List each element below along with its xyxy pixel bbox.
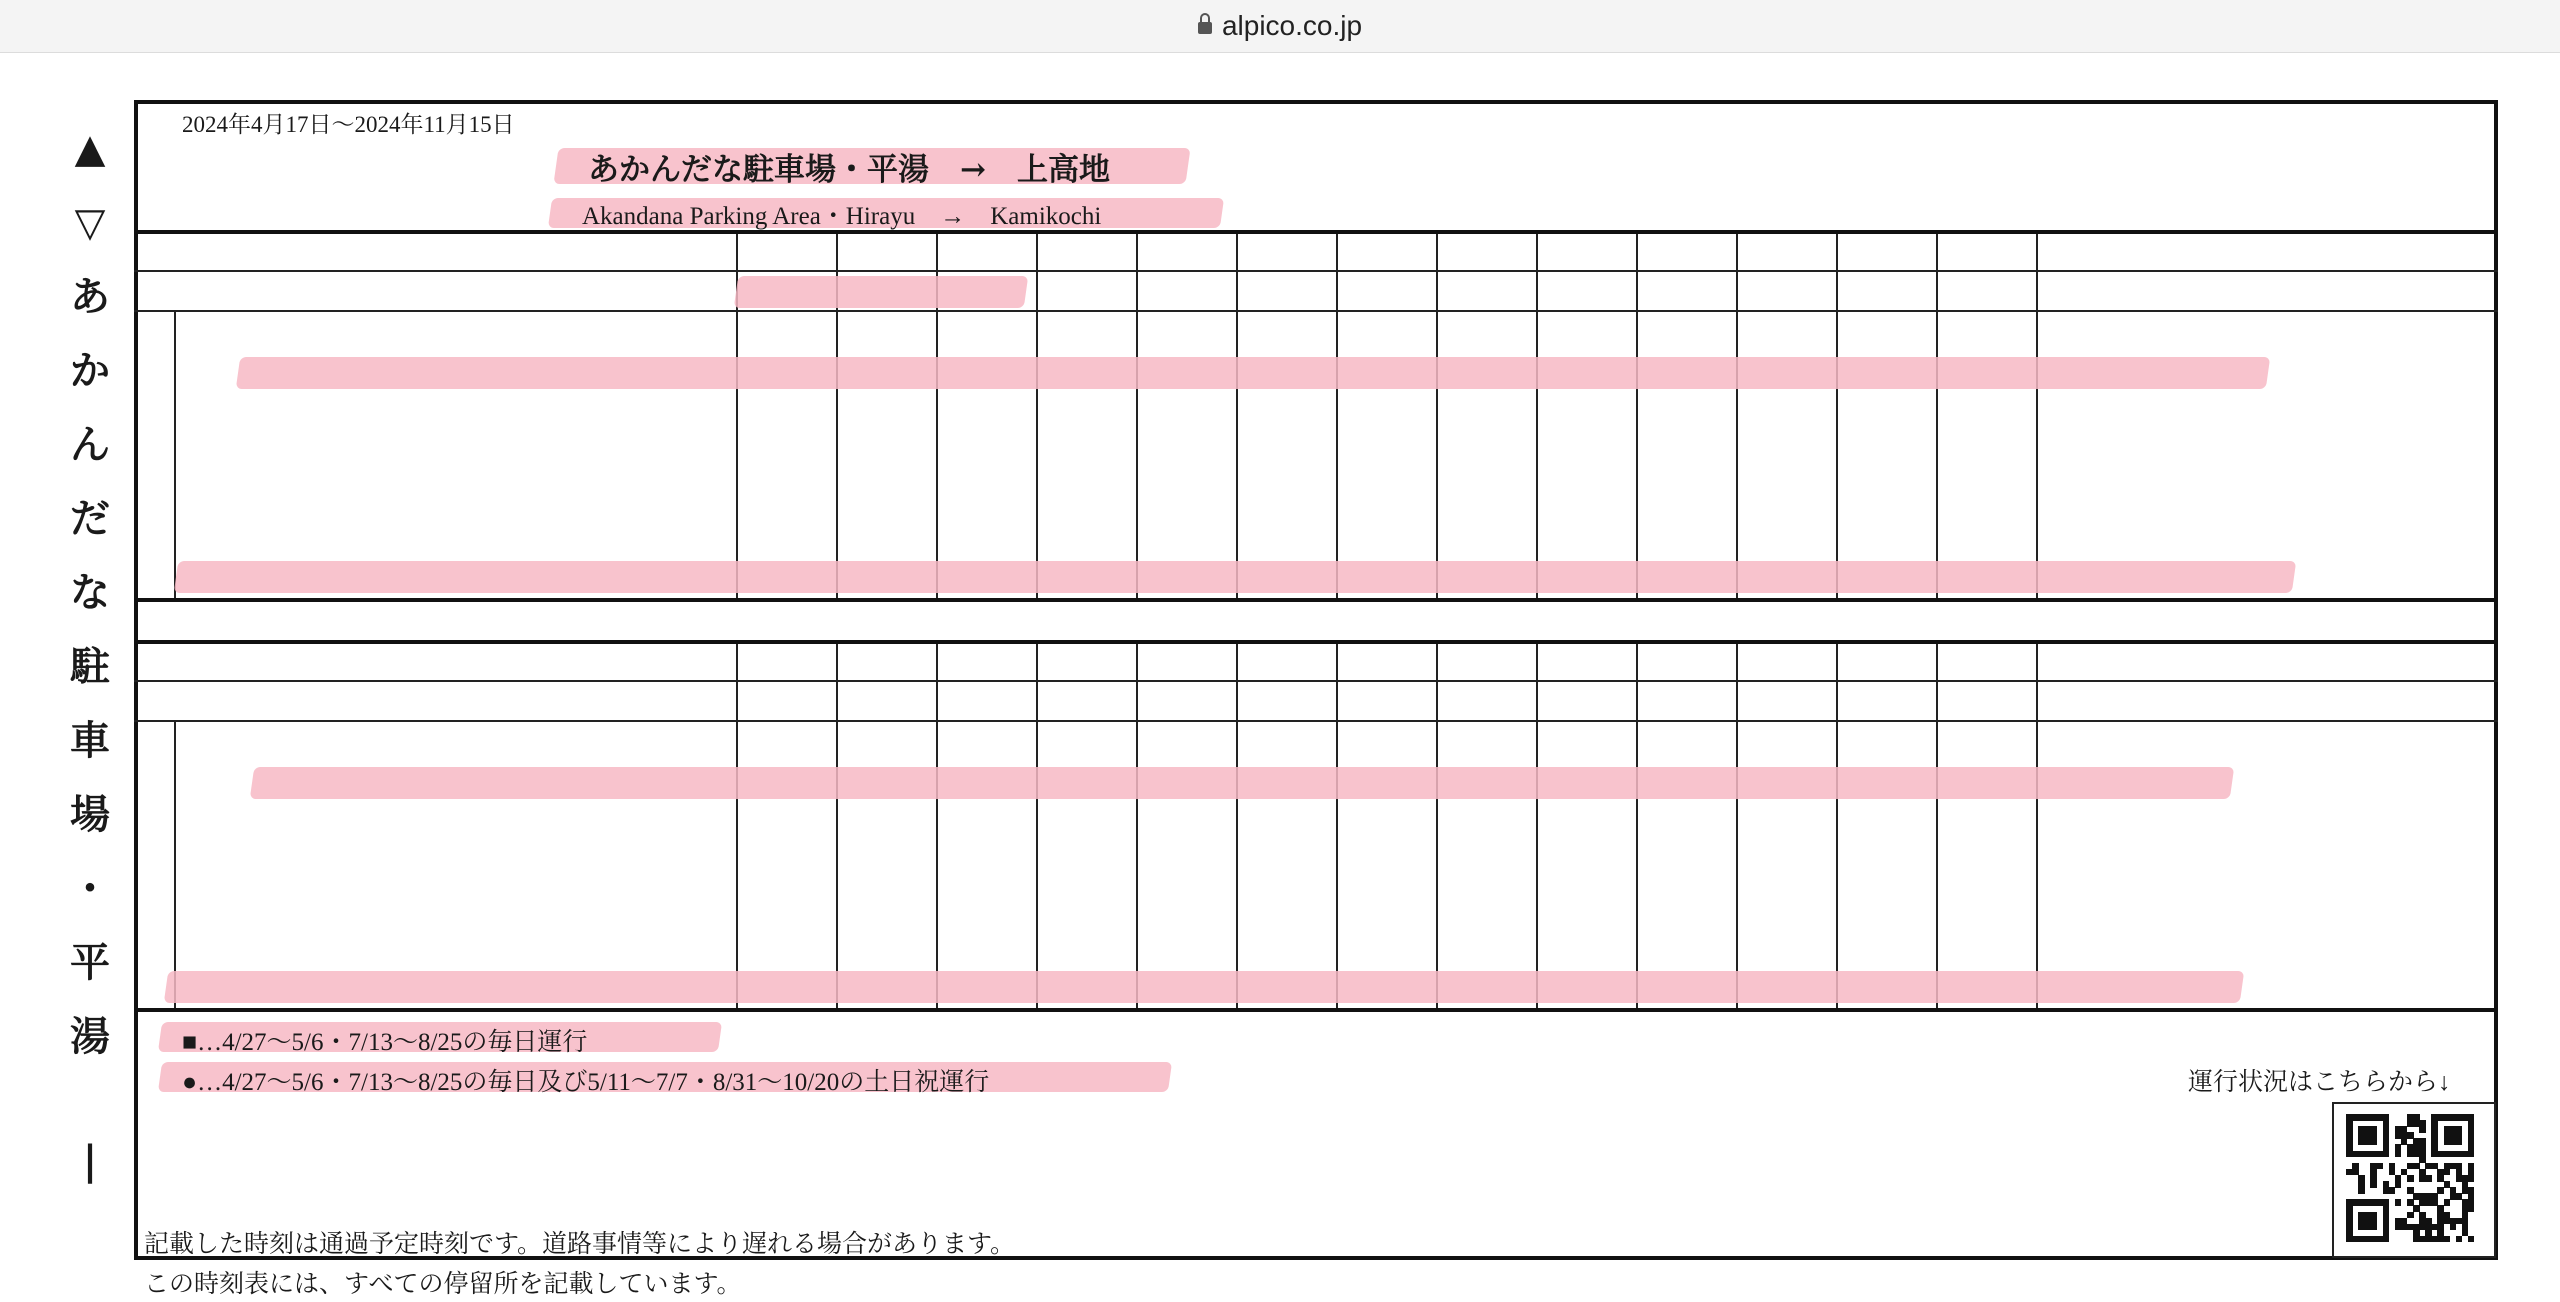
- header-divider: [134, 680, 2498, 682]
- note-square: ■…4/27～5/6・7/13～8/25の毎日運行: [182, 1029, 588, 1056]
- disclaimer: 記載した時刻は通過予定時刻です。道路事情等により遅れる場合があります。: [144, 1231, 1016, 1258]
- column-divider: [936, 644, 938, 1008]
- all-stops-note: この時刻表には、すべての停留所を記載しています。: [144, 1271, 742, 1298]
- side-title-char: か: [70, 347, 110, 394]
- column-divider: [1736, 234, 1738, 598]
- side-title-char: 駐: [70, 643, 110, 690]
- column-divider: [1736, 644, 1738, 1008]
- side-title-char: ん: [70, 421, 110, 468]
- column-divider: [1536, 644, 1538, 1008]
- stop-bracket-line: [174, 310, 176, 598]
- row-highlight-hirayu: [236, 357, 2270, 389]
- column-divider: [836, 644, 838, 1008]
- table-top-border: [134, 230, 2498, 234]
- column-divider: [1536, 234, 1538, 598]
- table-bottom-border: [134, 1008, 2498, 1012]
- stop-bracket-line: [174, 720, 176, 1008]
- side-title-char: 湯: [70, 1013, 110, 1060]
- table-top-border: [134, 640, 2498, 644]
- side-title-char: 車: [70, 717, 110, 764]
- row-highlight-kamikochi: [164, 971, 2244, 1003]
- column-divider: [1136, 644, 1138, 1008]
- column-divider: [1436, 644, 1438, 1008]
- column-divider: [1336, 644, 1338, 1008]
- row-highlight-hirayu: [250, 767, 2234, 799]
- column-divider: [2036, 644, 2038, 1008]
- side-title-char: な: [70, 569, 110, 616]
- column-divider: [1336, 234, 1338, 598]
- period: 2024年4月17日～2024年11月15日: [182, 112, 515, 137]
- qr-code[interactable]: [2332, 1102, 2496, 1258]
- browser-address-bar[interactable]: [0, 0, 2560, 53]
- column-divider: [1036, 644, 1038, 1008]
- column-divider: [736, 644, 738, 1008]
- side-title-char: だ: [70, 495, 110, 542]
- column-divider: [1236, 644, 1238, 1008]
- title-jp: あかんだな駐車場・平湯 → 上高地: [588, 152, 1110, 188]
- qr-code-icon: [2346, 1114, 2474, 1242]
- header-divider: [134, 310, 2498, 312]
- lock-icon: [1198, 22, 1212, 34]
- note-circle: ●…4/27～5/6・7/13～8/25の毎日及び5/11～7/7・8/31～10/20の土日祝運行: [182, 1069, 990, 1096]
- side-title-char: 平: [70, 939, 110, 986]
- side-title-char: ▲: [74, 125, 106, 172]
- side-title-char: 場: [70, 791, 110, 838]
- status-link-text[interactable]: 運行状況はこちらから↓: [2188, 1069, 2451, 1096]
- header-divider: [134, 720, 2498, 722]
- column-divider: [1936, 644, 1938, 1008]
- column-divider: [1836, 644, 1838, 1008]
- column-divider: [1836, 234, 1838, 598]
- column-divider: [1636, 644, 1638, 1008]
- table-bottom-border: [134, 598, 2498, 602]
- side-title: [62, 112, 118, 1198]
- side-title-char: あ: [70, 273, 110, 320]
- column-divider: [1936, 234, 1938, 598]
- days-highlight: [734, 276, 1028, 308]
- side-title-char: |: [82, 1137, 98, 1184]
- header-divider: [134, 270, 2498, 272]
- row-highlight-kamikochi: [174, 561, 2296, 593]
- url-text: alpico.co.jp: [1221, 10, 1363, 41]
- column-divider: [1036, 234, 1038, 598]
- side-title-char: ▽: [74, 199, 106, 246]
- column-divider: [1436, 234, 1438, 598]
- column-divider: [1136, 234, 1138, 598]
- column-divider: [1636, 234, 1638, 598]
- side-title-char: ・: [70, 865, 110, 912]
- column-divider: [2036, 234, 2038, 598]
- column-divider: [1236, 234, 1238, 598]
- title-en: Akandana Parking Area・Hirayu → Kamikochi: [582, 203, 1102, 230]
